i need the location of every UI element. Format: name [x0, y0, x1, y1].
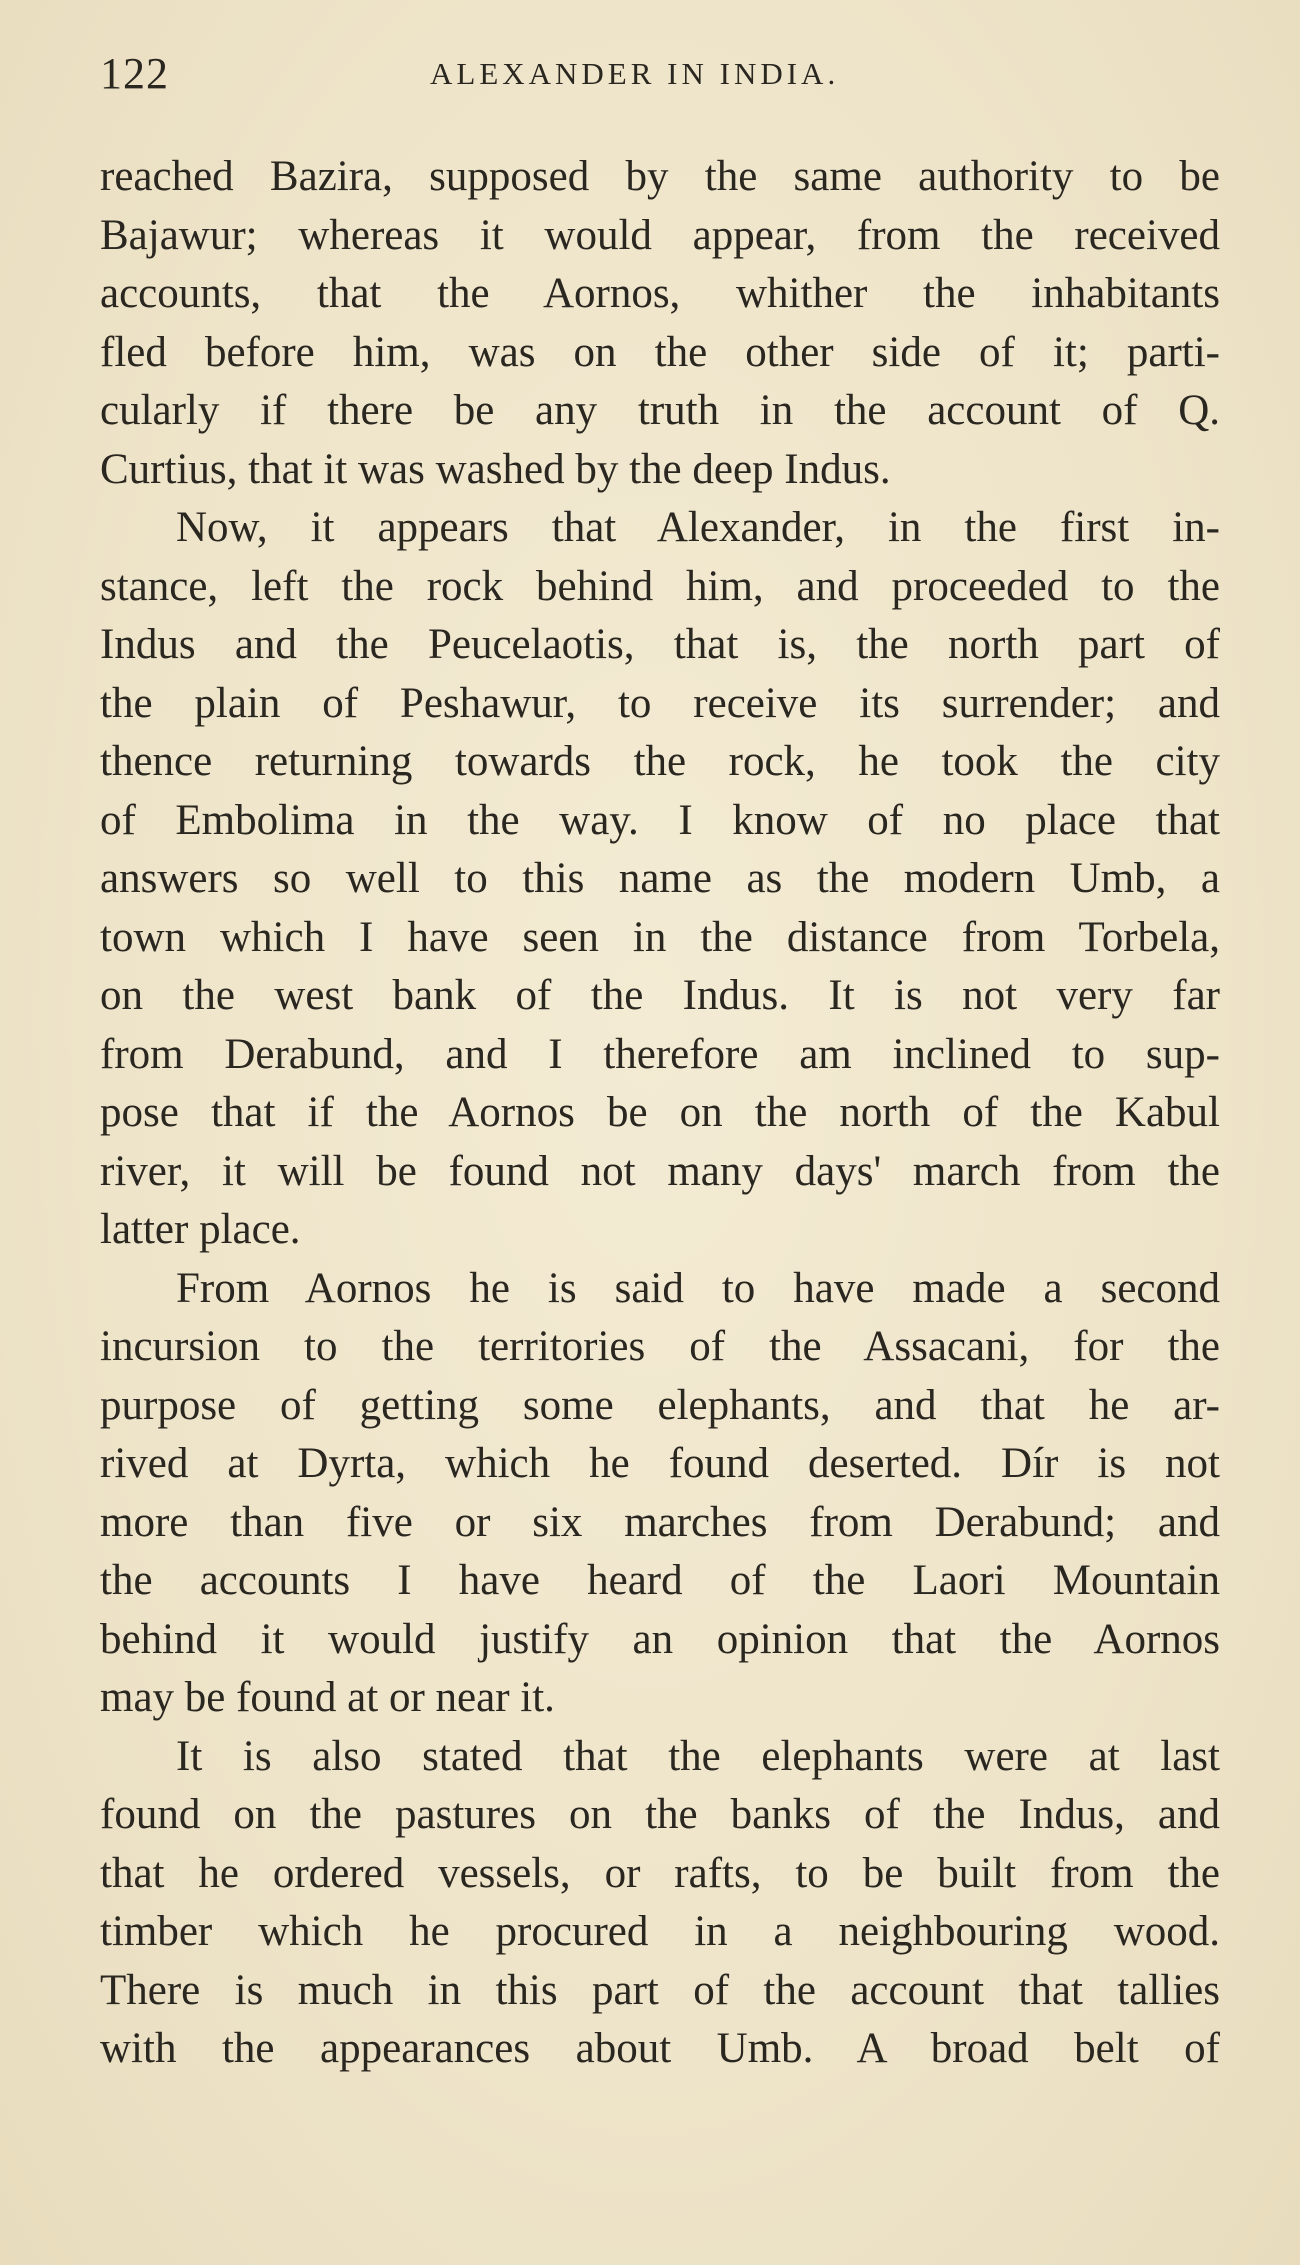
text-line: on the west bank of the Indus. It is not very far [100, 972, 1220, 1019]
text-line: latter place. [100, 1206, 301, 1253]
text-line: behind it would justify an opinion that the Aornos [100, 1615, 1220, 1663]
text-line: rived at Dyrta, which he found deserted. Dír is not [100, 1440, 1220, 1487]
body-text [100, 148, 1220, 2079]
text-line: From Aornos he is said to have made a second [176, 1264, 1220, 1312]
text-line: There is much in this part of the account that tallies [100, 1966, 1220, 2014]
paragraph [100, 1728, 1220, 2079]
text-line: answers so well to this name as the modern Umb, a [100, 855, 1220, 902]
paragraph [100, 499, 1220, 1260]
text-line: Indus and the Peucelaotis, that is, the north part of [100, 621, 1220, 668]
text-line: incursion to the territories of the Assacani, for the [100, 1323, 1220, 1370]
text-line: cularly if there be any truth in the account of Q. [100, 387, 1220, 434]
text-line: from Derabund, and I therefore am inclined to sup- [100, 1030, 1220, 1078]
text-line: town which I have seen in the distance from Torbela, [100, 913, 1220, 961]
text-line: thence returning towards the rock, he took the city [100, 738, 1220, 785]
text-line: with the appearances about Umb. A broad belt of [100, 2025, 1220, 2072]
text-line: found on the pastures on the banks of the Indus, and [100, 1791, 1220, 1838]
paragraph [100, 148, 1220, 499]
text-line: may be found at or near it. [100, 1674, 555, 1721]
text-line: Now, it appears that Alexander, in the first in- [176, 504, 1220, 551]
text-line: timber which he procured in a neighbouring wood. [100, 1908, 1220, 1955]
text-line: the plain of Peshawur, to receive its surrender; and [100, 679, 1220, 727]
text-line: more than five or six marches from Derabund; and [100, 1498, 1220, 1546]
page-header [100, 48, 1220, 108]
text-line: purpose of getting some elephants, and that he ar- [100, 1381, 1220, 1429]
text-line: the accounts I have heard of the Laori Mountain [100, 1557, 1220, 1604]
text-line: of Embolima in the way. I know of no place that [100, 796, 1220, 844]
text-line: Curtius, that it was washed by the deep Indus. [100, 445, 891, 493]
text-line: reached Bazira, supposed by the same authority to be [100, 153, 1220, 200]
paragraph [100, 1260, 1220, 1728]
text-line: accounts, that the Aornos, whither the inhabitants [100, 270, 1220, 317]
text-line: pose that if the Aornos be on the north of the Kabul [100, 1089, 1220, 1136]
running-title: ALEXANDER IN INDIA. [430, 56, 840, 91]
text-line: Bajawur; whereas it would appear, from the received [100, 211, 1220, 259]
text-line: stance, left the rock behind him, and proceeded to the [100, 562, 1220, 610]
page-number: 122 [100, 49, 169, 98]
text-line: It is also stated that the elephants were at last [176, 1732, 1220, 1780]
text-line: river, it will be found not many days' march from the [100, 1147, 1220, 1195]
text-line: fled before him, was on the other side of it; parti- [100, 328, 1220, 376]
text-line: that he ordered vessels, or rafts, to be built from the [100, 1849, 1220, 1897]
